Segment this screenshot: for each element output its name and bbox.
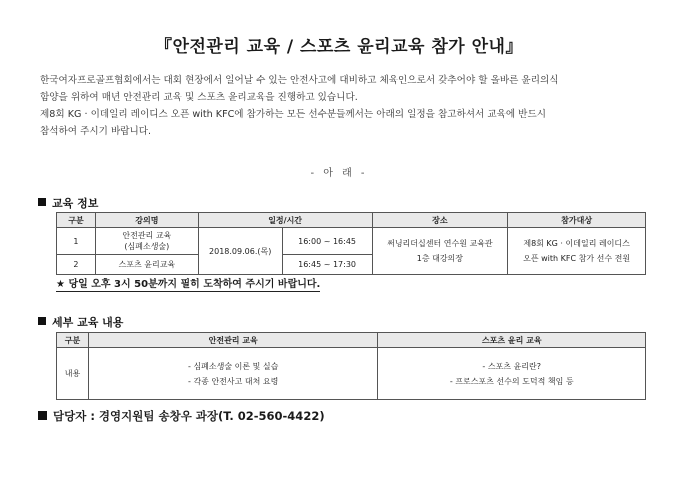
row-label: 내용 bbox=[57, 348, 89, 400]
header-schedule: 일정/시간 bbox=[198, 213, 372, 228]
lecture-name: 안전관리 교육 bbox=[122, 231, 172, 240]
table-row bbox=[57, 348, 646, 400]
target-line: 오픈 with KFC 참가 선수 전원 bbox=[523, 254, 631, 263]
below-label: - 아 래 - bbox=[310, 168, 368, 179]
list-item: - 심폐소생술 이론 및 실습 bbox=[188, 361, 279, 371]
place-line: 1층 대강의장 bbox=[416, 254, 464, 263]
header-place: 장소 bbox=[372, 213, 508, 228]
target-cell bbox=[508, 228, 646, 275]
contact-info bbox=[38, 408, 325, 424]
header-no: 구분 bbox=[57, 213, 96, 228]
lecture-name: 스포츠 윤리교육 bbox=[95, 255, 198, 275]
target-line: 제8회 KG · 이데일리 레이디스 bbox=[523, 239, 630, 248]
header-lecture: 강의명 bbox=[95, 213, 198, 228]
intro-line: 참석하여 주시기 바랍니다. bbox=[40, 126, 152, 137]
time-cell: 16:45 ~ 17:30 bbox=[282, 255, 372, 275]
header-no: 구분 bbox=[57, 333, 89, 348]
square-bullet-icon bbox=[38, 411, 47, 420]
list-item: - 스포츠 윤리란? bbox=[482, 361, 542, 371]
section-heading-edu-info bbox=[38, 195, 98, 211]
education-detail-table bbox=[56, 332, 646, 400]
safety-content bbox=[88, 348, 377, 400]
header-ethics: 스포츠 윤리 교육 bbox=[378, 333, 646, 348]
square-bullet-icon bbox=[38, 317, 46, 325]
lecture-cell bbox=[95, 228, 198, 255]
list-item: - 각종 안전사고 대처 요령 bbox=[188, 376, 279, 386]
table-row bbox=[57, 228, 646, 255]
time-cell: 16:00 ~ 16:45 bbox=[282, 228, 372, 255]
page-title: 『안전관리 교육 / 스포츠 윤리교육 참가 안내』 bbox=[155, 37, 523, 57]
lecture-sub: (심폐소생술) bbox=[124, 242, 170, 251]
row-no: 2 bbox=[57, 255, 96, 275]
contact-text: 담당자 : 경영지원팀 송창우 과장(T. 02-560-4422) bbox=[53, 409, 325, 423]
intro-line: 제8회 KG · 이데일리 레이디스 오픈 with KFC에 참가하는 모든 선수분들께서는 아래의 일정을 참고하셔서 교육에 반드시 bbox=[40, 109, 546, 120]
list-item: - 프로스포츠 선수의 도덕적 책임 등 bbox=[449, 376, 574, 386]
intro-line: 한국여자프로골프협회에서는 대회 현장에서 일어날 수 있는 안전사고에 대비하고 체육인으로서 갖추어야 할 올바른 윤리의식 bbox=[40, 75, 559, 86]
ethics-content bbox=[378, 348, 646, 400]
section-heading-text: 교육 정보 bbox=[52, 197, 99, 210]
place-cell bbox=[372, 228, 508, 275]
education-info-table bbox=[56, 212, 646, 275]
square-bullet-icon bbox=[38, 198, 46, 206]
arrival-notice: ★ 당일 오후 3시 50분까지 필히 도착하여 주시기 바랍니다. bbox=[56, 279, 321, 290]
header-target: 참가대상 bbox=[508, 213, 646, 228]
intro-text bbox=[40, 72, 650, 140]
row-no: 1 bbox=[57, 228, 96, 255]
section-heading-text: 세부 교육 내용 bbox=[52, 316, 124, 329]
date-cell: 2018.09.06.(목) bbox=[198, 228, 282, 275]
intro-line: 함양을 위하여 매년 안전관리 교육 및 스포츠 윤리교육을 진행하고 있습니다. bbox=[40, 92, 358, 103]
section-heading-detail bbox=[38, 314, 123, 330]
place-line: 써닝리더십센터 연수원 교육관 bbox=[387, 239, 493, 248]
header-safety: 안전관리 교육 bbox=[88, 333, 377, 348]
